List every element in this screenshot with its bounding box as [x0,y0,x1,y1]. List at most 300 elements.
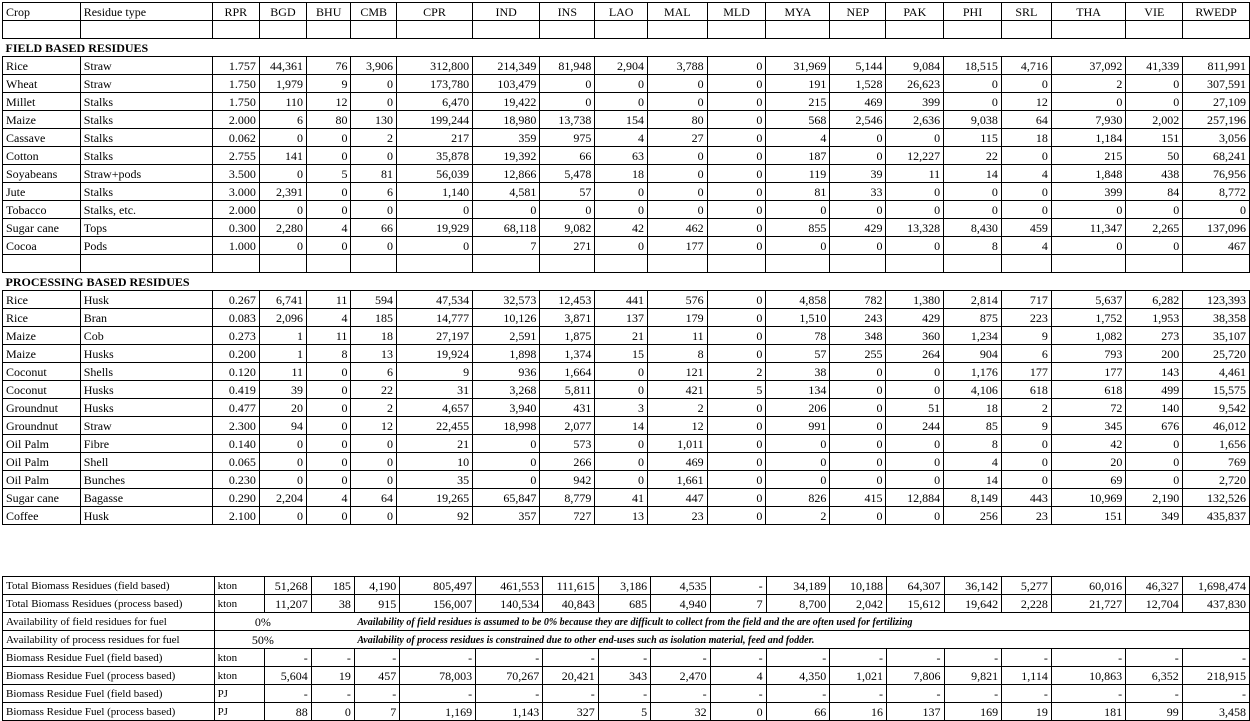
value-cell: - [354,649,399,667]
value-cell: 8,430 [944,219,1002,237]
value-cell: 130 [351,111,397,129]
value-cell: 137 [886,703,944,721]
empty-cell [1182,631,1249,649]
value-cell: 618 [1051,381,1126,399]
value-cell: - [476,649,543,667]
value-cell: 110 [259,93,306,111]
value-cell: 256 [944,507,1002,525]
value-cell: 0 [595,183,648,201]
table-row [3,165,1250,183]
empty-cell [766,21,830,39]
value-cell: 22 [944,147,1002,165]
value-cell: 1,176 [944,363,1002,381]
value-cell: 345 [1051,417,1126,435]
value-cell: 6,741 [259,291,306,309]
value-cell: 469 [647,453,707,471]
value-cell: 991 [766,417,830,435]
empty-cell [1183,255,1250,273]
value-cell: - [476,685,543,703]
value-cell: 2,391 [259,183,306,201]
value-cell: 0 [944,201,1002,219]
value-cell: 676 [1126,417,1183,435]
value-cell: 435,837 [1183,507,1250,525]
value-cell: - [354,685,399,703]
value-cell: 0 [351,147,397,165]
value-cell: 421 [647,381,707,399]
residue-type-cell: Stalks [80,183,212,201]
value-cell: 64 [351,489,397,507]
value-cell: - [1126,685,1183,703]
value-cell: 2.000 [212,111,259,129]
crop-cell: Sugar cane [3,219,81,237]
crop-cell: Soyabeans [3,165,81,183]
value-cell: 7 [473,237,540,255]
value-cell: 26,623 [886,75,944,93]
empty-cell [212,21,259,39]
value-cell: 0 [1126,237,1183,255]
value-cell: 4,716 [1001,57,1051,75]
value-cell: 5,637 [1051,291,1126,309]
value-cell: - [766,685,830,703]
value-cell: 41,339 [1126,57,1183,75]
value-cell: 727 [540,507,595,525]
column-header: MYA [766,3,830,21]
value-cell: 9,038 [944,111,1002,129]
value-cell: - [710,577,766,595]
table-row [3,309,1250,327]
value-cell: 0 [1051,201,1126,219]
availability-row [3,631,1250,649]
value-cell: 437,830 [1182,595,1249,613]
value-cell: 0 [830,201,886,219]
value-cell: 0 [540,75,595,93]
value-cell: 32 [651,703,710,721]
value-cell: 223 [1001,309,1051,327]
value-cell: 2 [647,399,707,417]
value-cell: 68,118 [473,219,540,237]
crop-cell: Groundnut [3,399,81,417]
value-cell: 2.100 [212,507,259,525]
value-cell: 18,980 [473,111,540,129]
value-cell: 18 [351,327,397,345]
value-cell: 0 [886,507,944,525]
section-heading-row [3,39,1250,57]
column-header: MLD [707,3,766,21]
value-cell: 9 [1001,327,1051,345]
crop-cell: Groundnut [3,417,81,435]
value-cell: 80 [307,111,351,129]
value-cell: 2 [766,507,830,525]
value-cell: 214,349 [473,57,540,75]
value-cell: 0 [595,75,648,93]
value-cell: 215 [1051,147,1126,165]
value-cell: 3,268 [473,381,540,399]
value-cell: 27,197 [396,327,472,345]
value-cell: 0 [830,381,886,399]
empty-cell [944,21,1002,39]
table-row [3,129,1250,147]
summary-row [3,577,1250,595]
value-cell: 18 [944,399,1002,417]
value-cell: 4,190 [354,577,399,595]
value-cell: 12,227 [886,147,944,165]
summary-row [3,595,1250,613]
value-cell: 915 [354,595,399,613]
empty-cell [396,21,472,39]
value-cell: 782 [830,291,886,309]
value-cell: 199,244 [396,111,472,129]
value-cell: 31 [396,381,472,399]
value-cell: - [264,685,311,703]
value-cell: 0 [830,237,886,255]
value-cell: 19 [311,667,354,685]
value-cell: 169 [944,703,1002,721]
value-cell: 1.750 [212,75,259,93]
value-cell: 0 [647,165,707,183]
value-cell: 1,114 [1002,667,1052,685]
value-cell: 0 [707,111,766,129]
column-header: PAK [886,3,944,21]
crop-cell: Coffee [3,507,81,525]
value-cell: 9,084 [886,57,944,75]
value-cell: 1,011 [647,435,707,453]
value-cell: 1.750 [212,93,259,111]
value-cell: 0.267 [212,291,259,309]
value-cell: - [886,685,944,703]
value-cell: 0 [259,201,306,219]
value-cell: 0 [647,93,707,111]
value-cell: 2,190 [1126,489,1183,507]
value-cell: 19 [1002,703,1052,721]
value-cell: 0.477 [212,399,259,417]
value-cell: 3,871 [540,309,595,327]
availability-label: Availability of process residues for fuel [3,631,215,649]
value-cell: 2 [351,399,397,417]
value-cell: - [598,649,650,667]
value-cell: 42 [1051,435,1126,453]
value-cell: 462 [647,219,707,237]
value-cell: 137 [595,309,648,327]
value-cell: 7,930 [1051,111,1126,129]
value-cell: 429 [830,219,886,237]
value-cell: 0 [707,417,766,435]
column-header: Residue type [80,3,212,21]
value-cell: 4,858 [766,291,830,309]
value-cell: 2.300 [212,417,259,435]
value-cell: 0 [647,201,707,219]
value-cell: 0 [307,147,351,165]
value-cell: 1,143 [476,703,543,721]
value-cell: 65,847 [473,489,540,507]
value-cell: 7 [354,703,399,721]
value-cell: 0 [766,237,830,255]
value-cell: 0 [1126,435,1183,453]
table-row [3,453,1250,471]
value-cell: - [766,649,830,667]
value-cell: - [830,685,887,703]
value-cell: 2,591 [473,327,540,345]
value-cell: 0 [707,471,766,489]
empty-cell [1182,613,1249,631]
value-cell: 1,898 [473,345,540,363]
value-cell: 4 [1001,165,1051,183]
table-row [3,183,1250,201]
crop-cell: Wheat [3,75,81,93]
value-cell: 0 [830,417,886,435]
column-header: RWEDP [1183,3,1250,21]
value-cell: - [1002,649,1052,667]
table-row [3,435,1250,453]
value-cell: 5,277 [1002,577,1052,595]
value-cell: 0 [886,435,944,453]
table-row [3,75,1250,93]
value-cell: 0 [351,93,397,111]
value-cell: 0.300 [212,219,259,237]
unit-cell: PJ [214,685,264,703]
residue-type-cell: Bran [80,309,212,327]
value-cell: 32,573 [473,291,540,309]
summary-row [3,667,1250,685]
value-cell: 443 [1001,489,1051,507]
column-header: CPR [396,3,472,21]
value-cell: 7,806 [886,667,944,685]
availability-row [3,613,1250,631]
empty-cell [1001,255,1051,273]
value-cell: 13 [351,345,397,363]
value-cell: 217 [396,129,472,147]
value-cell: 0 [351,453,397,471]
value-cell: 0 [595,435,648,453]
value-cell: - [543,685,599,703]
value-cell: 111,615 [543,577,599,595]
value-cell: 0 [707,507,766,525]
crop-cell: Rice [3,291,81,309]
value-cell: 1,380 [886,291,944,309]
empty-cell [1051,21,1126,39]
residue-type-cell: Tops [80,219,212,237]
value-cell: 4,535 [651,577,710,595]
residue-type-cell: Cob [80,327,212,345]
value-cell: 11 [307,327,351,345]
value-cell: 143 [1126,363,1183,381]
value-cell: 0 [1001,147,1051,165]
empty-cell [80,21,212,39]
value-cell: 5 [707,381,766,399]
section-heading: FIELD BASED RESIDUES [3,39,1250,57]
summary-label: Total Biomass Residues (field based) [3,577,215,595]
value-cell: 1,979 [259,75,306,93]
value-cell: 1,848 [1051,165,1126,183]
crop-cell: Coconut [3,363,81,381]
value-cell: 0 [707,453,766,471]
value-cell: 2 [351,129,397,147]
value-cell: 141 [259,147,306,165]
empty-cell [766,255,830,273]
availability-percent: 0% [214,613,311,631]
value-cell: 0.065 [212,453,259,471]
value-cell: 1,664 [540,363,595,381]
value-cell: 0 [886,381,944,399]
value-cell: 44,361 [259,57,306,75]
value-cell: 2.000 [212,201,259,219]
value-cell: 18 [595,165,648,183]
value-cell: 431 [540,399,595,417]
value-cell: 0 [595,201,648,219]
value-cell: 2,077 [540,417,595,435]
value-cell: - [1051,685,1125,703]
value-cell: 0 [259,129,306,147]
table-row [3,327,1250,345]
value-cell: - [886,649,944,667]
value-cell: 154 [595,111,648,129]
value-cell: - [1182,685,1249,703]
value-cell: 0 [707,75,766,93]
value-cell: 1,234 [944,327,1002,345]
value-cell: 9,542 [1183,399,1250,417]
crop-cell: Cotton [3,147,81,165]
value-cell: - [944,685,1002,703]
residue-type-cell: Husk [80,507,212,525]
value-cell: 0 [707,219,766,237]
value-cell: 0 [707,165,766,183]
residue-type-cell: Stalks [80,147,212,165]
value-cell: 2,546 [830,111,886,129]
value-cell: 9 [1001,417,1051,435]
summary-label: Biomass Residue Fuel (process based) [3,703,215,721]
value-cell: 0 [396,201,472,219]
value-cell: 0 [259,435,306,453]
empty-cell [351,21,397,39]
table-row [3,363,1250,381]
value-cell: 855 [766,219,830,237]
value-cell: 38,358 [1183,309,1250,327]
value-cell: 0.120 [212,363,259,381]
value-cell: 2,636 [886,111,944,129]
value-cell: 84 [1126,183,1183,201]
column-header: BGD [259,3,306,21]
value-cell: 0 [1001,471,1051,489]
value-cell: 348 [830,327,886,345]
value-cell: 0 [595,93,648,111]
value-cell: 140 [1126,399,1183,417]
value-cell: 271 [540,237,595,255]
value-cell: 0 [595,453,648,471]
value-cell: 4 [1001,237,1051,255]
value-cell: 0 [1051,237,1126,255]
table-row [3,291,1250,309]
value-cell: 2,470 [651,667,710,685]
residue-type-cell: Husks [80,381,212,399]
value-cell: 6 [259,111,306,129]
value-cell: 1,184 [1051,129,1126,147]
value-cell: 0 [259,237,306,255]
value-cell: 0 [707,399,766,417]
table-row [3,93,1250,111]
value-cell: 56,039 [396,165,472,183]
value-cell: 0 [307,201,351,219]
value-cell: 0 [707,345,766,363]
value-cell: 3.000 [212,183,259,201]
value-cell: 0 [886,201,944,219]
value-cell: 441 [595,291,648,309]
value-cell: 19,265 [396,489,472,507]
column-header: Crop [3,3,81,21]
value-cell: 78,003 [400,667,476,685]
value-cell: 568 [766,111,830,129]
value-cell: 6,282 [1126,291,1183,309]
blank-row [3,255,1250,273]
value-cell: 92 [396,507,472,525]
value-cell: 66 [540,147,595,165]
empty-cell [311,631,354,649]
empty-cell [212,255,259,273]
value-cell: 0 [307,471,351,489]
value-cell: 12 [351,417,397,435]
value-cell: 0 [710,703,766,721]
value-cell: 85 [944,417,1002,435]
column-header: THA [1051,3,1126,21]
value-cell: 459 [1001,219,1051,237]
value-cell: 4,940 [651,595,710,613]
value-cell: 0 [766,471,830,489]
unit-cell: PJ [214,703,264,721]
value-cell: 975 [540,129,595,147]
value-cell: 0.230 [212,471,259,489]
value-cell: 12 [307,93,351,111]
empty-cell [473,255,540,273]
value-cell: 115 [944,129,1002,147]
value-cell: 4 [766,129,830,147]
value-cell: 1,510 [766,309,830,327]
value-cell: 0 [311,703,354,721]
value-cell: 16 [830,703,887,721]
value-cell: 76,956 [1183,165,1250,183]
value-cell: 11,347 [1051,219,1126,237]
empty-cell [1001,21,1051,39]
value-cell: 76 [307,57,351,75]
value-cell: 4,461 [1183,363,1250,381]
section-heading: PROCESSING BASED RESIDUES [3,273,1250,291]
table-row [3,381,1250,399]
column-header: BHU [307,3,351,21]
value-cell: 255 [830,345,886,363]
value-cell: 18,998 [473,417,540,435]
residue-type-cell: Pods [80,237,212,255]
value-cell: 0.140 [212,435,259,453]
value-cell: 179 [647,309,707,327]
value-cell: 467 [1183,237,1250,255]
value-cell: 5,811 [540,381,595,399]
value-cell: - [1182,649,1249,667]
value-cell: 0 [707,147,766,165]
value-cell: 0 [1126,471,1183,489]
value-cell: 42 [595,219,648,237]
value-cell: 0 [707,291,766,309]
value-cell: 1.000 [212,237,259,255]
value-cell: 0.083 [212,309,259,327]
value-cell: 31,969 [766,57,830,75]
value-cell: 0.419 [212,381,259,399]
value-cell: 57 [766,345,830,363]
column-header: SRL [1001,3,1051,21]
empty-cell [707,21,766,39]
value-cell: 0 [1001,435,1051,453]
value-cell: 3,186 [598,577,650,595]
column-header: RPR [212,3,259,21]
value-cell: 2,280 [259,219,306,237]
value-cell: 1,752 [1051,309,1126,327]
value-cell: 69 [1051,471,1126,489]
